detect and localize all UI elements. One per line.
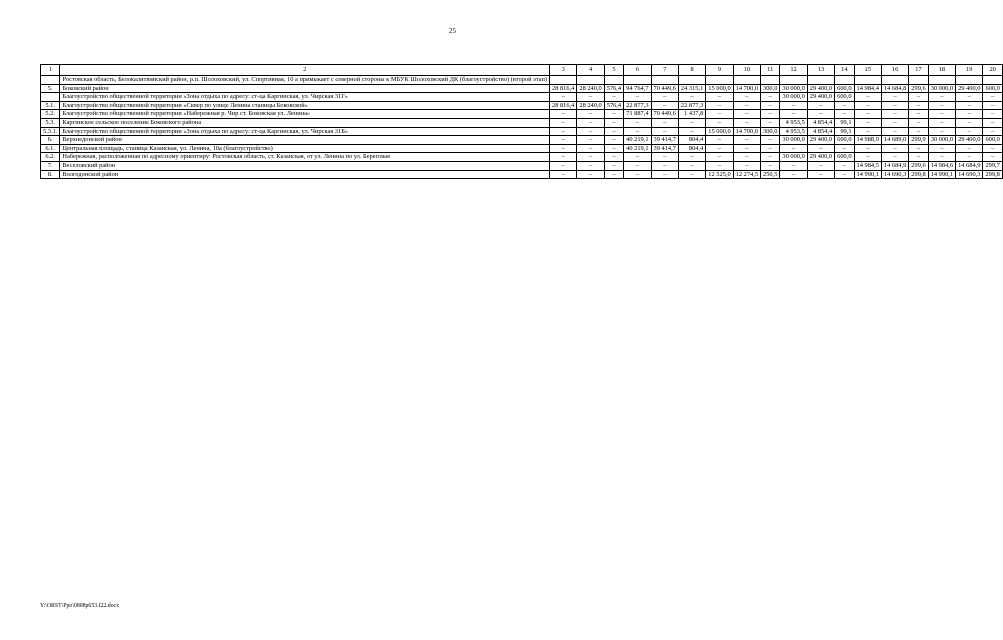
table-row: [41, 101, 1003, 110]
value-cell: –: [928, 93, 955, 102]
value-cell: 30 000,0: [780, 93, 807, 102]
value-cell: [624, 76, 651, 85]
value-cell: 28 816,4: [550, 84, 577, 93]
value-cell: –: [577, 170, 604, 179]
value-cell: –: [706, 118, 733, 127]
value-cell: –: [780, 161, 807, 170]
value-cell: –: [956, 101, 983, 110]
value-cell: –: [624, 93, 651, 102]
row-number-cell: 6.2.: [41, 153, 60, 162]
table-row: [41, 144, 1003, 153]
row-number-cell: 8.: [41, 170, 60, 179]
row-number-cell: 5.2.: [41, 110, 60, 119]
value-cell: 600,0: [835, 136, 854, 145]
row-number-cell: 6.1.: [41, 144, 60, 153]
value-cell: –: [807, 144, 834, 153]
value-cell: –: [761, 144, 780, 153]
value-cell: 28 240,0: [577, 84, 604, 93]
value-cell: –: [706, 101, 733, 110]
value-cell: –: [780, 110, 807, 119]
value-cell: –: [983, 110, 1002, 119]
value-cell: 15 000,0: [706, 84, 733, 93]
value-cell: 29 400,0: [807, 84, 834, 93]
value-cell: [577, 76, 604, 85]
value-cell: –: [807, 161, 834, 170]
value-cell: –: [807, 101, 834, 110]
table-header-row: [41, 65, 1003, 76]
row-name-cell: Боковский район: [60, 84, 550, 93]
value-cell: 299,8: [909, 170, 928, 179]
value-cell: 39 414,7: [651, 144, 678, 153]
value-cell: 29 400,0: [807, 153, 834, 162]
value-cell: 22 877,3: [678, 101, 705, 110]
value-cell: 14 684,9: [881, 161, 908, 170]
value-cell: –: [928, 118, 955, 127]
value-cell: –: [928, 127, 955, 136]
value-cell: [909, 76, 928, 85]
value-cell: –: [909, 101, 928, 110]
value-cell: –: [909, 144, 928, 153]
value-cell: –: [706, 153, 733, 162]
value-cell: –: [780, 144, 807, 153]
value-cell: –: [604, 110, 623, 119]
value-cell: –: [651, 153, 678, 162]
value-cell: [733, 76, 760, 85]
value-cell: 300,0: [761, 127, 780, 136]
value-cell: 30 000,0: [780, 136, 807, 145]
value-cell: –: [577, 161, 604, 170]
value-cell: –: [761, 136, 780, 145]
value-cell: –: [928, 144, 955, 153]
value-cell: –: [780, 170, 807, 179]
value-cell: –: [678, 127, 705, 136]
value-cell: [956, 76, 983, 85]
value-cell: [983, 76, 1002, 85]
row-name-cell: Веселовский район: [60, 161, 550, 170]
column-number-cell: 6: [624, 65, 651, 76]
value-cell: –: [550, 161, 577, 170]
value-cell: 14 689,0: [881, 136, 908, 145]
value-cell: –: [854, 101, 881, 110]
value-cell: 30 000,0: [780, 84, 807, 93]
value-cell: –: [706, 93, 733, 102]
value-cell: [807, 76, 834, 85]
value-cell: –: [854, 118, 881, 127]
value-cell: –: [624, 170, 651, 179]
column-number-cell: 15: [854, 65, 881, 76]
table-row: [41, 161, 1003, 170]
value-cell: 14 690,3: [956, 170, 983, 179]
value-cell: –: [733, 136, 760, 145]
value-cell: –: [761, 153, 780, 162]
value-cell: 600,0: [983, 84, 1002, 93]
row-number-cell: 5.3.: [41, 118, 60, 127]
value-cell: [761, 76, 780, 85]
value-cell: –: [761, 161, 780, 170]
value-cell: 4 953,5: [780, 127, 807, 136]
column-number-cell: 1: [41, 65, 60, 76]
value-cell: –: [807, 170, 834, 179]
value-cell: –: [881, 144, 908, 153]
value-cell: 600,0: [835, 153, 854, 162]
column-number-cell: 10: [733, 65, 760, 76]
value-cell: –: [651, 118, 678, 127]
value-cell: –: [678, 153, 705, 162]
value-cell: [678, 76, 705, 85]
value-cell: –: [604, 136, 623, 145]
value-cell: 14 988,9: [854, 136, 881, 145]
value-cell: –: [983, 153, 1002, 162]
column-number-cell: 13: [807, 65, 834, 76]
value-cell: –: [651, 161, 678, 170]
value-cell: –: [956, 144, 983, 153]
value-cell: 14 984,4: [854, 84, 881, 93]
value-cell: –: [604, 127, 623, 136]
value-cell: –: [651, 93, 678, 102]
column-number-cell: 14: [835, 65, 854, 76]
row-name-cell: Благоустройство общественной территории «Сквер по улице Ленина станицы Боковской»: [60, 101, 550, 110]
value-cell: 99,1: [835, 127, 854, 136]
value-cell: 14 684,8: [881, 84, 908, 93]
column-number-cell: 16: [881, 65, 908, 76]
value-cell: –: [881, 101, 908, 110]
value-cell: –: [604, 93, 623, 102]
value-cell: –: [624, 118, 651, 127]
value-cell: 29 400,0: [807, 136, 834, 145]
column-number-cell: 20: [983, 65, 1002, 76]
value-cell: –: [733, 101, 760, 110]
row-number-cell: 7.: [41, 161, 60, 170]
value-cell: 40 219,1: [624, 136, 651, 145]
value-cell: –: [854, 93, 881, 102]
value-cell: –: [956, 110, 983, 119]
value-cell: –: [550, 136, 577, 145]
value-cell: –: [706, 144, 733, 153]
value-cell: –: [577, 118, 604, 127]
value-cell: 299,7: [983, 161, 1002, 170]
value-cell: 14 990,1: [854, 170, 881, 179]
value-cell: 70 449,6: [651, 110, 678, 119]
value-cell: 29 400,0: [807, 93, 834, 102]
row-number-cell: 5.: [41, 84, 60, 93]
column-number-cell: 3: [550, 65, 577, 76]
value-cell: –: [651, 170, 678, 179]
row-name-cell: Центральная площадь, станица Казанская, ул. Ленина, 10а (благоустройство): [60, 144, 550, 153]
value-cell: 804,4: [678, 144, 705, 153]
value-cell: –: [651, 101, 678, 110]
value-cell: –: [733, 118, 760, 127]
value-cell: –: [983, 127, 1002, 136]
value-cell: 71 887,4: [624, 110, 651, 119]
row-number-cell: 5.3.1.: [41, 127, 60, 136]
table-row: [41, 76, 1003, 85]
value-cell: 576,4: [604, 101, 623, 110]
value-cell: –: [624, 161, 651, 170]
row-name-cell: Благоустройство общественной территории «Набережная р. Чир ст. Боковская ул. Ленина»: [60, 110, 550, 119]
table-row: [41, 153, 1003, 162]
value-cell: –: [854, 153, 881, 162]
value-cell: –: [550, 170, 577, 179]
value-cell: –: [550, 144, 577, 153]
value-cell: –: [706, 110, 733, 119]
value-cell: –: [733, 144, 760, 153]
value-cell: –: [983, 118, 1002, 127]
value-cell: 14 984,5: [854, 161, 881, 170]
value-cell: –: [550, 110, 577, 119]
value-cell: 99,1: [835, 118, 854, 127]
value-cell: [604, 76, 623, 85]
value-cell: –: [854, 110, 881, 119]
value-cell: 300,0: [761, 84, 780, 93]
value-cell: 1 437,8: [678, 110, 705, 119]
row-number-cell: 5.1.: [41, 101, 60, 110]
value-cell: –: [909, 127, 928, 136]
value-cell: 39 414,7: [651, 136, 678, 145]
value-cell: [928, 76, 955, 85]
value-cell: –: [624, 127, 651, 136]
value-cell: 14 700,0: [733, 127, 760, 136]
value-cell: –: [956, 93, 983, 102]
column-number-cell: 7: [651, 65, 678, 76]
value-cell: –: [956, 127, 983, 136]
table-row: [41, 127, 1003, 136]
value-cell: [651, 76, 678, 85]
value-cell: –: [835, 170, 854, 179]
value-cell: 299,6: [909, 161, 928, 170]
value-cell: 24 315,1: [678, 84, 705, 93]
value-cell: –: [550, 127, 577, 136]
value-cell: 40 219,1: [624, 144, 651, 153]
table-row: [41, 136, 1003, 145]
value-cell: 29 400,0: [956, 84, 983, 93]
value-cell: –: [651, 127, 678, 136]
column-number-cell: 11: [761, 65, 780, 76]
value-cell: –: [733, 153, 760, 162]
column-number-cell: 8: [678, 65, 705, 76]
table-row: [41, 110, 1003, 119]
row-name-cell: Ростовская область, Белокалитвинский район, р.п. Шолоховский, ул. Спортивная, 10 а примыкает с северной стороны к МБУК Шолоховский ДК (благоустройство) (второй этап): [60, 76, 550, 85]
value-cell: –: [733, 110, 760, 119]
value-cell: –: [928, 101, 955, 110]
page-number: 25: [449, 27, 456, 35]
value-cell: –: [761, 118, 780, 127]
value-cell: –: [780, 101, 807, 110]
table-row: [41, 170, 1003, 179]
value-cell: –: [604, 153, 623, 162]
column-number-cell: 9: [706, 65, 733, 76]
value-cell: –: [835, 161, 854, 170]
row-name-cell: Верхнедонской район: [60, 136, 550, 145]
value-cell: 804,4: [678, 136, 705, 145]
budget-table: [40, 64, 1003, 179]
value-cell: –: [577, 144, 604, 153]
row-name-cell: Волгодонской район: [60, 170, 550, 179]
value-cell: 576,4: [604, 84, 623, 93]
value-cell: –: [956, 118, 983, 127]
value-cell: 14 684,9: [956, 161, 983, 170]
value-cell: 94 764,7: [624, 84, 651, 93]
value-cell: –: [983, 144, 1002, 153]
row-name-cell: Благоустройство общественной территории «Зона отдыха по адресу: ст-ца Каргинская, ул. Чирская 31Б»: [60, 127, 550, 136]
value-cell: –: [678, 118, 705, 127]
column-number-cell: 18: [928, 65, 955, 76]
value-cell: –: [881, 93, 908, 102]
value-cell: –: [854, 127, 881, 136]
value-cell: –: [577, 110, 604, 119]
value-cell: –: [577, 153, 604, 162]
value-cell: 30 000,0: [780, 153, 807, 162]
value-cell: 28 240,0: [577, 101, 604, 110]
table-row: [41, 84, 1003, 93]
value-cell: 600,0: [835, 93, 854, 102]
value-cell: –: [550, 153, 577, 162]
value-cell: 4 854,4: [807, 118, 834, 127]
value-cell: 299,8: [983, 170, 1002, 179]
value-cell: [835, 76, 854, 85]
value-cell: 250,5: [761, 170, 780, 179]
value-cell: –: [706, 161, 733, 170]
value-cell: –: [550, 93, 577, 102]
value-cell: –: [604, 118, 623, 127]
value-cell: –: [881, 118, 908, 127]
value-cell: –: [909, 118, 928, 127]
value-cell: 14 984,6: [928, 161, 955, 170]
value-cell: 14 990,1: [928, 170, 955, 179]
value-cell: –: [928, 110, 955, 119]
value-cell: –: [835, 110, 854, 119]
value-cell: –: [909, 93, 928, 102]
value-cell: –: [807, 110, 834, 119]
value-cell: 28 816,4: [550, 101, 577, 110]
value-cell: –: [678, 93, 705, 102]
value-cell: 600,0: [983, 136, 1002, 145]
value-cell: 30 000,0: [928, 136, 955, 145]
value-cell: –: [761, 110, 780, 119]
value-cell: –: [909, 153, 928, 162]
value-cell: 14 690,3: [881, 170, 908, 179]
value-cell: –: [761, 101, 780, 110]
value-cell: –: [577, 93, 604, 102]
column-number-cell: 12: [780, 65, 807, 76]
value-cell: –: [604, 144, 623, 153]
column-number-cell: 2: [60, 65, 550, 76]
value-cell: –: [881, 127, 908, 136]
value-cell: 299,6: [909, 84, 928, 93]
value-cell: 70 449,6: [651, 84, 678, 93]
value-cell: 14 700,0: [733, 84, 760, 93]
value-cell: [881, 76, 908, 85]
value-cell: –: [706, 136, 733, 145]
value-cell: –: [761, 93, 780, 102]
value-cell: –: [909, 110, 928, 119]
table-row: [41, 93, 1003, 102]
column-number-cell: 17: [909, 65, 928, 76]
value-cell: [780, 76, 807, 85]
column-number-cell: 4: [577, 65, 604, 76]
value-cell: 12 525,0: [706, 170, 733, 179]
value-cell: –: [624, 153, 651, 162]
row-name-cell: Набережная, расположенная по адресному ориентиру: Ростовская область, ст. Казанская, от ул. Ленина по ул. Береговая: [60, 153, 550, 162]
value-cell: [550, 76, 577, 85]
column-number-cell: 5: [604, 65, 623, 76]
value-cell: –: [835, 101, 854, 110]
row-number-cell: 6.: [41, 136, 60, 145]
value-cell: 299,9: [909, 136, 928, 145]
value-cell: 30 000,0: [928, 84, 955, 93]
value-cell: –: [604, 161, 623, 170]
value-cell: –: [881, 153, 908, 162]
value-cell: –: [577, 127, 604, 136]
value-cell: –: [733, 161, 760, 170]
value-cell: 12 274,5: [733, 170, 760, 179]
value-cell: [854, 76, 881, 85]
value-cell: 15 000,0: [706, 127, 733, 136]
value-cell: 4 854,4: [807, 127, 834, 136]
value-cell: 4 953,5: [780, 118, 807, 127]
value-cell: –: [983, 101, 1002, 110]
value-cell: 22 877,3: [624, 101, 651, 110]
value-cell: –: [854, 144, 881, 153]
value-cell: –: [733, 93, 760, 102]
row-name-cell: Каргинское сельское поселение Боковского района: [60, 118, 550, 127]
value-cell: –: [678, 161, 705, 170]
value-cell: –: [881, 110, 908, 119]
value-cell: –: [983, 93, 1002, 102]
row-number-cell: [41, 93, 60, 102]
value-cell: 29 400,0: [956, 136, 983, 145]
value-cell: –: [835, 144, 854, 153]
value-cell: –: [550, 118, 577, 127]
value-cell: –: [678, 170, 705, 179]
value-cell: –: [956, 153, 983, 162]
value-cell: 600,0: [835, 84, 854, 93]
file-path-footer: Y:\ORST\Ppo\0808p653.f22.docx: [40, 603, 120, 609]
row-number-cell: [41, 76, 60, 85]
column-number-cell: 19: [956, 65, 983, 76]
row-name-cell: Благоустройство общественной территории «Зона отдыха по адресу: ст-ца Каргинская, ул. Чирская 31Г»: [60, 93, 550, 102]
value-cell: –: [604, 170, 623, 179]
value-cell: –: [577, 136, 604, 145]
value-cell: –: [928, 153, 955, 162]
table-row: [41, 118, 1003, 127]
value-cell: [706, 76, 733, 85]
